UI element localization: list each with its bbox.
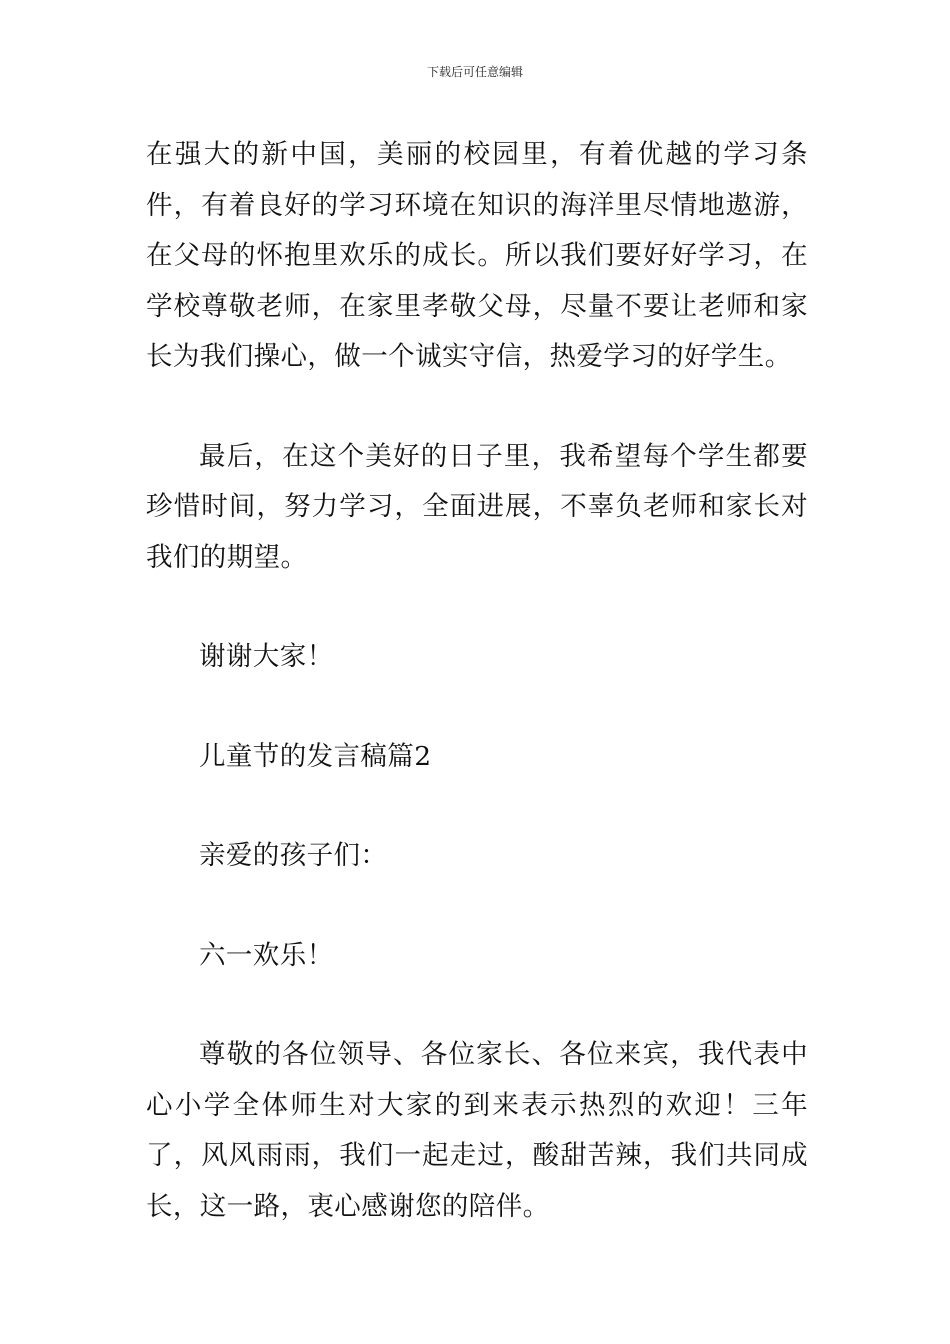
greeting: 六一欢乐！ bbox=[199, 939, 334, 971]
paragraph-gap bbox=[146, 383, 808, 432]
document-body bbox=[146, 130, 808, 1232]
paragraph-1: 在强大的新中国，美丽的校园里，有着优越的学习条件，有着良好的学习环境在知识的海洋里尽情地遨游，在父母的怀抱里欢乐的成长。所以我们要好好学习，在学校尊敬老师，在家里孝敬父母，尽量不要让老师和家长为我们操心，做一个诚实守信，热爱学习的好学生。 bbox=[146, 139, 808, 372]
paragraph-gap bbox=[146, 683, 808, 732]
paragraph-gap bbox=[146, 882, 808, 931]
paragraph-7: 尊敬的各位领导、各位家长、各位来宾，我代表中心小学全体师生对大家的到来表示热烈的欢迎！三年了，风风雨雨，我们一起走过，酸甜苦辣，我们共同成长，这一路，衷心感谢您的陪伴。 bbox=[146, 1039, 808, 1222]
section-title: 儿童节的发言稿篇2 bbox=[199, 740, 432, 772]
salutation: 亲爱的孩子们： bbox=[199, 840, 388, 871]
paragraph-gap bbox=[146, 583, 808, 632]
paragraph-gap bbox=[146, 782, 808, 831]
paragraph-2: 最后，在这个美好的日子里，我希望每个学生都要珍惜时间，努力学习，全面进展，不辜负老师和家长对我们的期望。 bbox=[146, 440, 808, 573]
paragraph-gap bbox=[146, 981, 808, 1030]
page-header: 下载后可任意编辑 bbox=[426, 65, 523, 79]
paragraph-3: 谢谢大家！ bbox=[199, 641, 334, 672]
